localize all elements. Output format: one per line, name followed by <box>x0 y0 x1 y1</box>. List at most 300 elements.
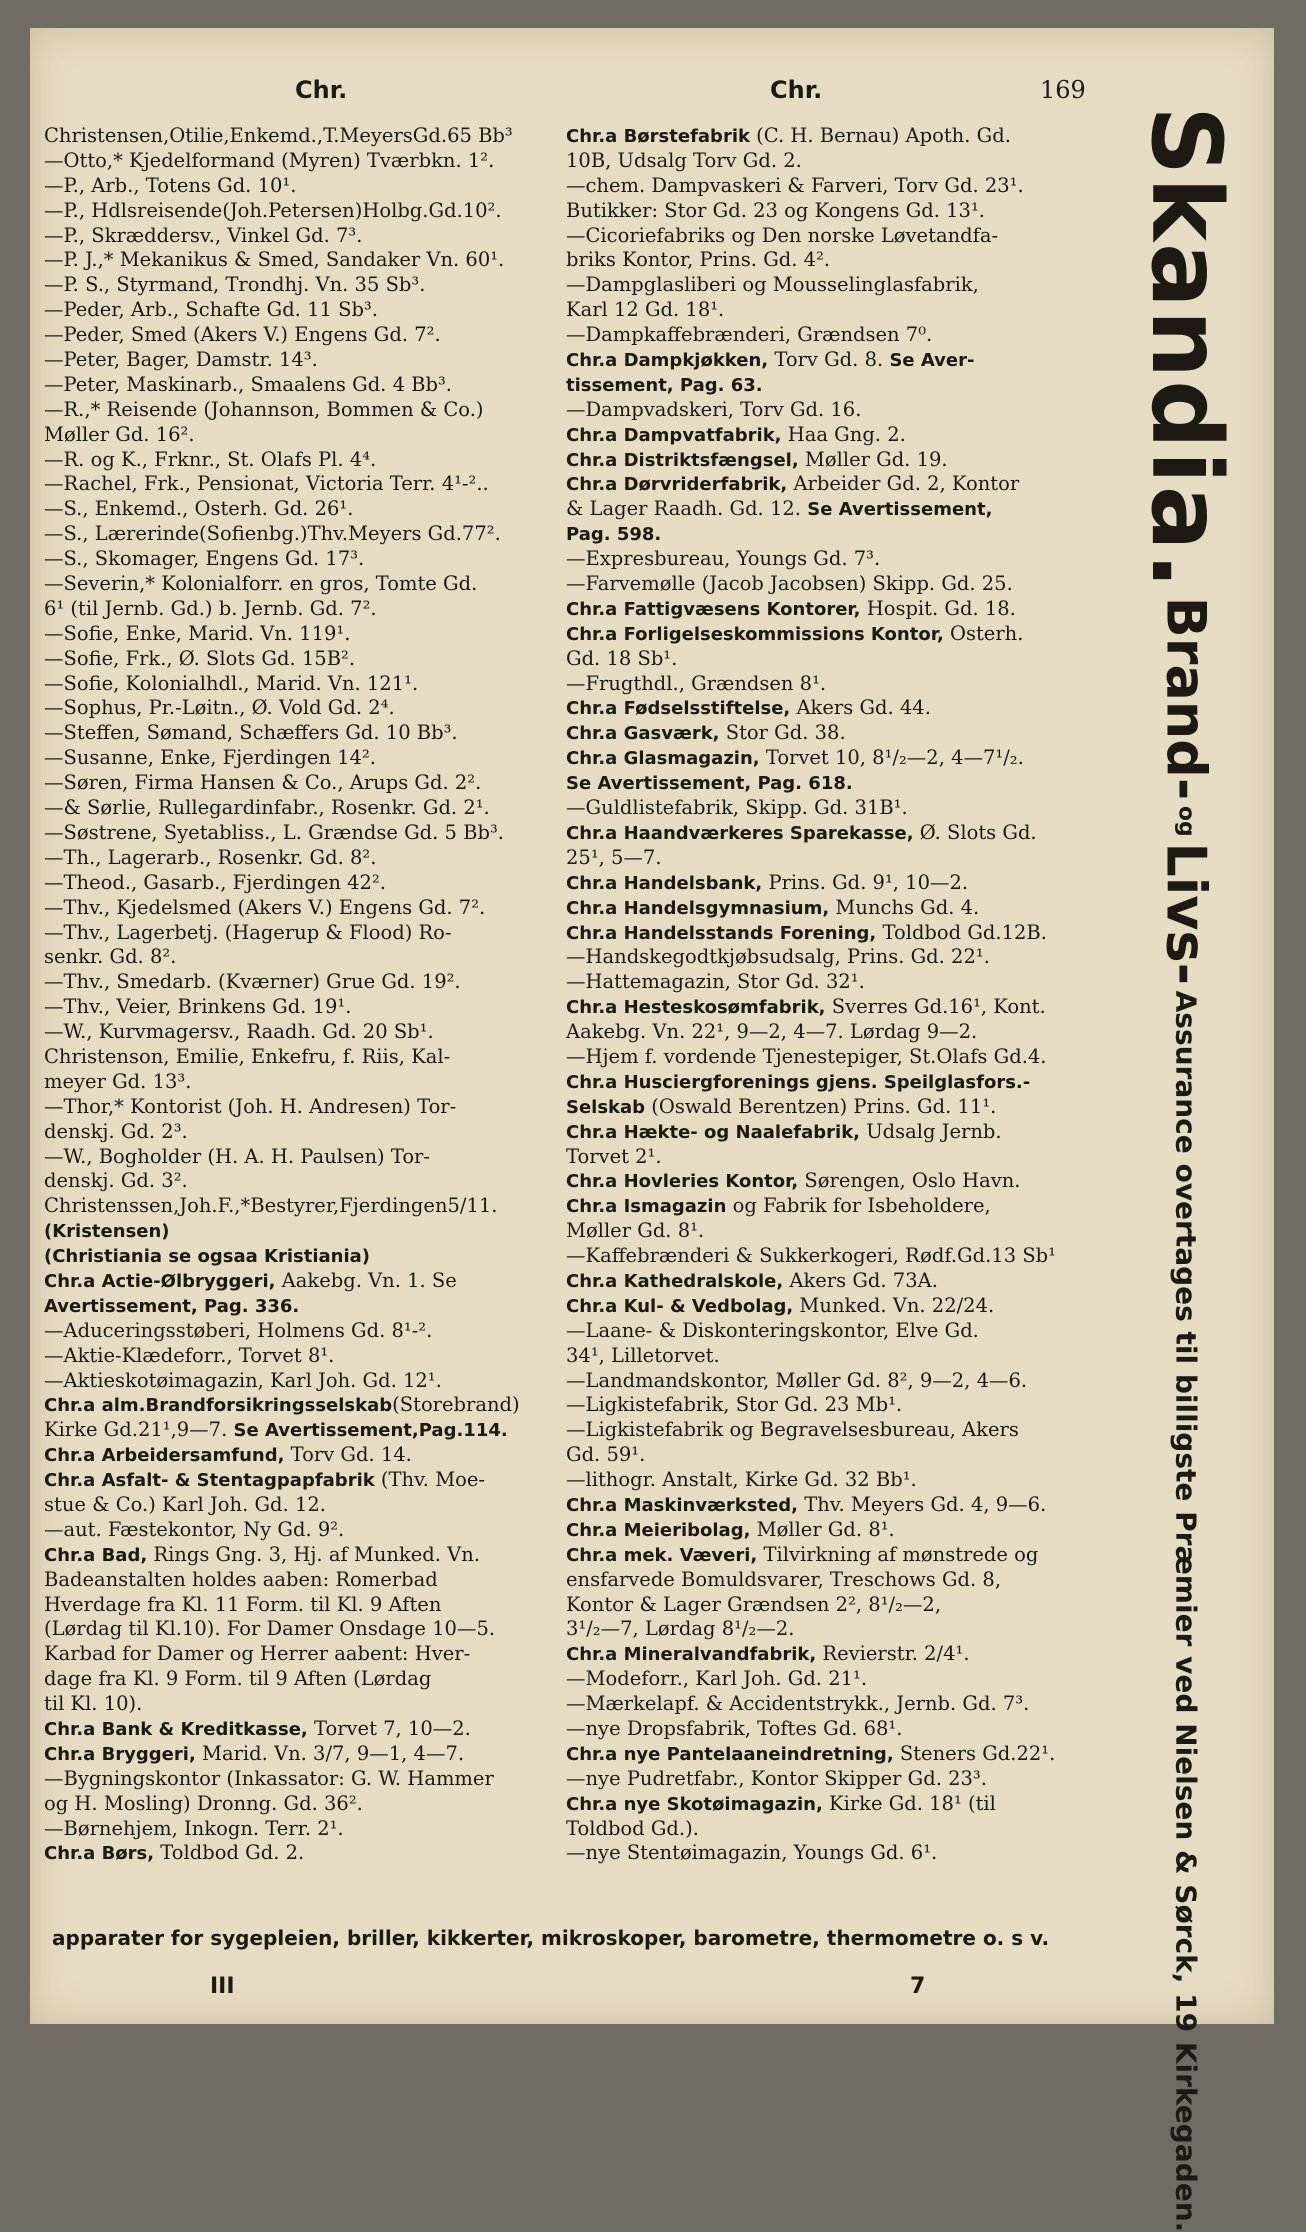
directory-entry-line <box>566 1369 1106 1394</box>
entry-text: —Ligkistefabrik og Begravelsesbureau, Akers <box>566 1418 1019 1442</box>
directory-entry-line <box>566 1344 1106 1369</box>
directory-entry-line <box>566 995 1106 1020</box>
entry-text: Torvet 2¹. <box>566 1144 662 1168</box>
directory-entry-line <box>566 1393 1106 1418</box>
entry-text: —Sofie, Enke, Marid. Vn. 119¹. <box>44 621 351 645</box>
entry-bold-text: Chr.a Meieribolag, <box>566 1519 751 1541</box>
directory-entry-line <box>44 398 589 423</box>
entry-bold-text: Chr.a Husciergforenings gjens. Speilglasfors.- <box>566 1071 1031 1093</box>
footer-advertisement: apparater for sygepleien, briller, kikkerter, mikroskoper, barometre, thermometre o. s v. <box>52 1926 1050 1950</box>
entry-text: Revierstr. 2/4¹. <box>816 1642 970 1666</box>
entry-text: —R.,* Reisende (Johannson, Bommen & Co.) <box>44 397 484 421</box>
directory-entry-line <box>566 199 1106 224</box>
entry-bold-text: Chr.a Kul- & Vedbolag, <box>566 1295 794 1317</box>
entry-text: Møller Gd. 19. <box>798 447 948 471</box>
directory-entry-line <box>566 1443 1106 1468</box>
directory-entry-line <box>44 1792 589 1817</box>
entry-text: —Steffen, Sømand, Schæffers Gd. 10 Bb³. <box>44 721 458 745</box>
entry-text: Prins. Gd. 9¹, 10—2. <box>762 870 969 894</box>
entry-text: Udsalg Jernb. <box>860 1119 1002 1143</box>
entry-text: Rings Gng. 3, Hj. af Munked. Vn. <box>147 1542 481 1566</box>
entry-bold-text: Avertissement, Pag. 336. <box>44 1295 300 1317</box>
entry-text: Sørengen, Oslo Havn. <box>798 1169 1021 1193</box>
directory-entry-line <box>566 846 1106 871</box>
directory-entry-line <box>566 1095 1106 1120</box>
directory-entry-line <box>566 1120 1106 1145</box>
directory-entry-line <box>44 1717 589 1742</box>
entry-text: & Lager Raadh. Gd. 12. <box>566 497 801 521</box>
directory-entry-line <box>44 1319 589 1344</box>
sidebar-livs: Livs- <box>1154 842 1218 986</box>
entry-text: —P. S., Styrmand, Trondhj. Vn. 35 Sb³. <box>44 273 426 297</box>
directory-entry-line <box>44 696 589 721</box>
entry-bold-text: Chr.a nye Skotøimagazin, <box>566 1793 823 1815</box>
entry-text: Torvet 10, 8¹/₂—2, 4—7¹/₂. <box>759 746 1024 770</box>
directory-entry-line <box>44 423 589 448</box>
directory-entry-line <box>44 1518 589 1543</box>
directory-entry-line <box>44 448 589 473</box>
entry-text: Arbeider Gd. 2, Kontor <box>787 472 1020 496</box>
entry-text: —Severin,* Kolonialforr. en gros, Tomte Gd. <box>44 572 478 596</box>
entry-bold-text: Chr.a Hækte- og Naalefabrik, <box>566 1121 861 1143</box>
entry-text: Badeanstalten holdes aaben: Romerbad <box>44 1567 438 1591</box>
directory-entry-line <box>566 124 1106 149</box>
directory-entry-line <box>44 871 589 896</box>
directory-entry-line <box>44 1543 589 1568</box>
entry-bold-text: Chr.a Dampvatfabrik, <box>566 424 782 446</box>
entry-text: briks Kontor, Prins. Gd. 4². <box>566 248 831 272</box>
directory-entry-line <box>566 1294 1106 1319</box>
directory-entry-line <box>44 647 589 672</box>
entry-text: Gd. 18 Sb¹. <box>566 646 678 670</box>
entry-bold-text: Chr.a Kathedralskole, <box>566 1270 784 1292</box>
entry-text: —Søstrene, Syetabliss., L. Grændse Gd. 5 Bb³. <box>44 820 504 844</box>
header-left: Chr. <box>295 76 348 104</box>
directory-entry-line <box>44 1817 589 1842</box>
entry-text: til Kl. 10). <box>44 1692 143 1716</box>
directory-entry-line <box>566 1418 1106 1443</box>
page-number: 169 <box>1040 76 1086 104</box>
directory-entry-line <box>566 298 1106 323</box>
directory-entry-line <box>566 1145 1106 1170</box>
entry-bold-text: Chr.a Handelsbank, <box>566 872 763 894</box>
entry-text: (Lørdag til Kl.10). For Damer Onsdage 10—5. <box>44 1617 496 1641</box>
directory-entry-line <box>44 846 589 871</box>
signature-mark-right: 7 <box>910 1974 926 1999</box>
directory-entry-line <box>566 1617 1106 1642</box>
directory-entry-line <box>566 796 1106 821</box>
directory-entry-line <box>566 1070 1106 1095</box>
entry-text: (Thv. Moe- <box>374 1468 486 1492</box>
entry-text: (C. H. Bernau) Apoth. Gd. <box>749 124 1011 147</box>
directory-entry-line <box>44 1393 589 1418</box>
entry-text: —Susanne, Enke, Fjerdingen 14². <box>44 746 376 770</box>
entry-text: Hospit. Gd. 18. <box>860 596 1016 620</box>
entry-bold-text: Chr.a Actie-Ølbryggeri, <box>44 1270 276 1292</box>
entry-text: —Dampvadskeri, Torv Gd. 16. <box>566 397 862 421</box>
entry-text: Marid. Vn. 3/7, 9—1, 4—7. <box>195 1741 465 1765</box>
directory-entry-line <box>44 248 589 273</box>
directory-entry-line <box>566 1692 1106 1717</box>
entry-text: Kirke Gd.21¹,9—7. <box>44 1418 228 1442</box>
directory-entry-line <box>566 1568 1106 1593</box>
directory-entry-line <box>44 896 589 921</box>
entry-text: denskj. Gd. 3². <box>44 1169 188 1193</box>
entry-text: —Sofie, Frk., Ø. Slots Gd. 15B². <box>44 646 356 670</box>
entry-text: —Aduceringsstøberi, Holmens Gd. 8¹-². <box>44 1318 433 1342</box>
entry-text: Christensen,Otilie,Enkemd.,T.MeyersGd.65 Bb³ <box>44 124 513 147</box>
directory-entry-line <box>566 1792 1106 1817</box>
entry-text: —Mærkelapf. & Accidentstrykk., Jernb. Gd. 7³. <box>566 1692 1030 1716</box>
entry-text: Karl 12 Gd. 18¹. <box>566 298 725 322</box>
entry-bold-text: Chr.a mek. Væveri, <box>566 1544 758 1566</box>
entry-text: Akers Gd. 73A. <box>783 1268 938 1292</box>
entry-bold-text: Chr.a Glasmagazin, <box>566 748 760 770</box>
directory-entry-line <box>44 1443 589 1468</box>
directory-entry-line <box>44 821 589 846</box>
directory-entry-line <box>44 995 589 1020</box>
directory-entry-line <box>44 348 589 373</box>
entry-bold-text: Chr.a Mineralvandfabrik, <box>566 1644 817 1666</box>
entry-text: —Søren, Firma Hansen & Co., Arups Gd. 2². <box>44 771 482 795</box>
entry-text: —P., Skræddersv., Vinkel Gd. 7³. <box>44 223 363 247</box>
directory-entry-line <box>566 448 1106 473</box>
entry-text: —Peter, Maskinarb., Smaalens Gd. 4 Bb³. <box>44 372 453 396</box>
entry-text: —S., Enkemd., Osterh. Gd. 26¹. <box>44 497 354 521</box>
directory-entry-line <box>44 273 589 298</box>
entry-text: —Thv., Veier, Brinkens Gd. 19¹. <box>44 995 352 1019</box>
entry-bold-text: Chr.a Handelsstands Forening, <box>566 922 877 944</box>
directory-entry-line <box>566 273 1106 298</box>
entry-text: —Farvemølle (Jacob Jacobsen) Skipp. Gd. 25. <box>566 572 1013 596</box>
entry-text: —Aktie-Klædeforr., Torvet 8¹. <box>44 1343 335 1367</box>
entry-text: dage fra Kl. 9 Form. til 9 Aften (Lørdag <box>44 1667 432 1691</box>
directory-entry-line <box>44 1219 589 1244</box>
directory-entry-line <box>44 921 589 946</box>
directory-entry-line <box>44 1269 589 1294</box>
directory-entry-line <box>566 1244 1106 1269</box>
entry-text: —Thv., Kjedelsmed (Akers V.) Engens Gd. 7². <box>44 895 486 919</box>
entry-text: Akers Gd. 44. <box>790 696 931 720</box>
entry-text: —aut. Fæstekontor, Ny Gd. 9². <box>44 1517 345 1541</box>
directory-entry-line <box>566 1817 1106 1842</box>
entry-text: 10B, Udsalg Torv Gd. 2. <box>566 148 802 172</box>
sidebar-title: Skandia. <box>1130 106 1242 591</box>
directory-entry-line <box>44 497 589 522</box>
header-center: Chr. <box>770 76 823 104</box>
directory-entry-line <box>566 149 1106 174</box>
directory-entry-line <box>44 970 589 995</box>
entry-text: —Modeforr., Karl Joh. Gd. 21¹. <box>566 1667 868 1691</box>
directory-entry-line <box>566 1219 1106 1244</box>
directory-entry-line <box>44 1070 589 1095</box>
entry-text: 3¹/₂—7, Lørdag 8¹/₂—2. <box>566 1617 795 1641</box>
directory-entry-line <box>566 248 1106 273</box>
directory-entry-line <box>566 597 1106 622</box>
entry-text: —& Sørlie, Rullegardinfabr., Rosenkr. Gd. 2¹. <box>44 796 490 820</box>
directory-entry-line <box>44 721 589 746</box>
entry-text: Osterh. <box>943 621 1024 645</box>
directory-entry-line <box>566 1518 1106 1543</box>
entry-text: Sverres Gd.16¹, Kont. <box>825 995 1046 1019</box>
directory-entry-line <box>44 1617 589 1642</box>
entry-bold-text: Selskab <box>566 1096 646 1118</box>
directory-entry-line <box>44 1418 589 1443</box>
entry-text: Torv Gd. 14. <box>284 1443 412 1467</box>
entry-text: 25¹, 5—7. <box>566 845 662 869</box>
entry-bold-text: Se Avertissement, Pag. 618. <box>566 773 853 795</box>
entry-text: Tilvirkning af mønstrede og <box>757 1542 1039 1566</box>
directory-entry-line <box>566 1767 1106 1792</box>
entry-text: —Frugthdl., Grændsen 8¹. <box>566 671 827 695</box>
directory-entry-line <box>44 1692 589 1717</box>
entry-bold-text: Se Avertissement, <box>800 499 993 521</box>
entry-text: —Børnehjem, Inkogn. Terr. 2¹. <box>44 1816 344 1840</box>
directory-entry-line <box>566 821 1106 846</box>
directory-entry-line <box>44 199 589 224</box>
entry-text: denskj. Gd. 2³. <box>44 1119 188 1143</box>
entry-text: Hverdage fra Kl. 11 Form. til Kl. 9 Aften <box>44 1592 442 1616</box>
entry-text: Toldbod Gd.). <box>566 1816 699 1840</box>
entry-text: —nye Stentøimagazin, Youngs Gd. 6¹. <box>566 1841 938 1865</box>
entry-text: ensfarvede Bomuldsvarer, Treschows Gd. 8, <box>566 1567 1002 1591</box>
directory-entry-line <box>44 672 589 697</box>
entry-text: —nye Pudretfabr., Kontor Skipper Gd. 23³. <box>566 1766 987 1790</box>
entry-text: —Thv., Smedarb. (Kværner) Grue Gd. 19². <box>44 970 461 994</box>
entry-text: —W., Bogholder (H. A. H. Paulsen) Tor- <box>44 1144 430 1168</box>
entry-text: Toldbod Gd. 2. <box>154 1841 305 1865</box>
directory-entry-line <box>566 1667 1106 1692</box>
directory-entry-line <box>566 348 1106 373</box>
directory-entry-line <box>44 1169 589 1194</box>
signature-mark-left: III <box>210 1974 235 1999</box>
directory-entry-line <box>566 323 1106 348</box>
entry-bold-text: Se Avertissement,Pag.114. <box>227 1420 508 1442</box>
entry-text: Munchs Gd. 4. <box>829 895 980 919</box>
directory-entry-line <box>44 597 589 622</box>
entry-text: —Bygningskontor (Inkassator: G. W. Hammer <box>44 1766 494 1790</box>
directory-entry-line <box>44 796 589 821</box>
entry-text: —Sophus, Pr.-Løitn., Ø. Vold Gd. 2⁴. <box>44 696 395 720</box>
entry-text: (Storebrand) <box>392 1393 520 1417</box>
directory-entry-line <box>44 1294 589 1319</box>
directory-entry-line <box>44 547 589 572</box>
directory-entry-line <box>44 1145 589 1170</box>
directory-entry-line <box>566 1493 1106 1518</box>
directory-entry-line <box>44 1767 589 1792</box>
entry-text: Kontor & Lager Grændsen 2², 8¹/₂—2, <box>566 1592 942 1616</box>
entry-text: 34¹, Lilletorvet. <box>566 1343 720 1367</box>
entry-text: —Thor,* Kontorist (Joh. H. Andresen) Tor- <box>44 1094 457 1118</box>
directory-entry-line <box>566 423 1106 448</box>
directory-entry-line <box>44 945 589 970</box>
entry-text: meyer Gd. 13³. <box>44 1069 192 1093</box>
directory-entry-line <box>566 373 1106 398</box>
directory-entry-line <box>44 1468 589 1493</box>
directory-entry-line <box>44 522 589 547</box>
directory-entry-line <box>44 1593 589 1618</box>
entry-text: —Sofie, Kolonialhdl., Marid. Vn. 121¹. <box>44 671 419 695</box>
entry-text: —P., Arb., Totens Gd. 10¹. <box>44 173 297 197</box>
entry-text: Møller Gd. 8¹. <box>750 1517 895 1541</box>
entry-text: —Thv., Lagerbetj. (Hagerup & Flood) Ro- <box>44 920 452 944</box>
entry-text: —Peter, Bager, Damstr. 14³. <box>44 348 318 372</box>
directory-entry-line <box>44 298 589 323</box>
directory-entry-line <box>566 1841 1106 1866</box>
entry-bold-text: (Kristensen) <box>44 1221 170 1243</box>
entry-text: Møller Gd. 16². <box>44 422 195 446</box>
entry-text: senkr. Gd. 8². <box>44 945 177 969</box>
entry-text: —Kaffebrænderi & Sukkerkogeri, Rødf.Gd.13 Sb¹ <box>566 1244 1056 1268</box>
page-header <box>30 76 1274 112</box>
directory-entry-line <box>44 572 589 597</box>
entry-bold-text: Chr.a Haandværkeres Sparekasse, <box>566 822 914 844</box>
directory-entry-line <box>566 472 1106 497</box>
entry-bold-text: Chr.a Bad, <box>44 1544 148 1566</box>
directory-entry-line <box>566 1717 1106 1742</box>
entry-text: 6¹ (til Jernb. Gd.) b. Jernb. Gd. 7². <box>44 596 377 620</box>
directory-entry-line <box>44 1742 589 1767</box>
directory-entry-line <box>566 174 1106 199</box>
entry-text: —S., Lærerinde(Sofienbg.)Thv.Meyers Gd.77². <box>44 522 501 546</box>
entry-text: Aakebg. Vn. 22¹, 9—2, 4—7. Lørdag 9—2. <box>566 1020 978 1044</box>
entry-bold-text: (Christiania se ogsaa Kristiania) <box>44 1246 371 1268</box>
directory-entry-line <box>44 1045 589 1070</box>
directory-entry-line <box>44 1667 589 1692</box>
entry-bold-text: Chr.a Maskinværksted, <box>566 1494 799 1516</box>
entry-text: og Fabrik for Isbeholdere, <box>726 1194 991 1218</box>
entry-bold-text: Chr.a Gasværk, <box>566 723 720 745</box>
entry-text: Møller Gd. 8¹. <box>566 1219 705 1243</box>
directory-entry-line <box>566 522 1106 547</box>
entry-text: Steners Gd.22¹. <box>893 1741 1056 1765</box>
entry-bold-text: Chr.a Børstefabrik <box>566 126 750 147</box>
directory-entry-line <box>44 1841 589 1866</box>
entry-text: —Dampglasliberi og Mousselinglasfabrik, <box>566 273 979 297</box>
directory-entry-line <box>44 323 589 348</box>
directory-entry-line <box>566 1742 1106 1767</box>
directory-entry-line <box>44 174 589 199</box>
directory-entry-line <box>566 746 1106 771</box>
right-column <box>566 124 1106 1866</box>
entry-text: Christenssen,Joh.F.,*Bestyrer,Fjerdingen5/11. <box>44 1194 498 1218</box>
directory-entry-line <box>44 771 589 796</box>
directory-entry-line <box>44 1493 589 1518</box>
entry-bold-text: Chr.a Hesteskosømfabrik, <box>566 997 826 1019</box>
entry-text: —W., Kurvmagersv., Raadh. Gd. 20 Sb¹. <box>44 1020 434 1044</box>
directory-entry-line <box>44 224 589 249</box>
directory-entry-line <box>566 1020 1106 1045</box>
directory-entry-line <box>566 398 1106 423</box>
entry-text: Stor Gd. 38. <box>719 721 846 745</box>
entry-text: og H. Mosling) Dronng. Gd. 36². <box>44 1791 363 1815</box>
entry-text: —Otto,* Kjedelformand (Myren) Tværbkn. 1². <box>44 148 495 172</box>
directory-entry-line <box>566 497 1106 522</box>
directory-entry-line <box>566 896 1106 921</box>
directory-entry-line <box>44 149 589 174</box>
directory-entry-line <box>44 1568 589 1593</box>
directory-entry-line <box>44 746 589 771</box>
entry-text: —Cicoriefabriks og Den norske Løvetandfa- <box>566 223 999 247</box>
directory-entry-line <box>44 1369 589 1394</box>
entry-text: —R. og K., Frknr., St. Olafs Pl. 4⁴. <box>44 447 377 471</box>
entry-text: Kirke Gd. 18¹ (til <box>822 1791 996 1815</box>
entry-text: —Landmandskontor, Møller Gd. 8², 9—2, 4—6. <box>566 1368 1028 1392</box>
directory-entry-line <box>566 721 1106 746</box>
entry-text: —Theod., Gasarb., Fjerdingen 42². <box>44 870 386 894</box>
directory-entry-line <box>44 1642 589 1667</box>
directory-entry-line <box>566 1194 1106 1219</box>
entry-bold-text: Chr.a Distriktsfængsel, <box>566 449 799 471</box>
directory-entry-line <box>44 1344 589 1369</box>
entry-text: Ø. Slots Gd. <box>913 820 1037 844</box>
entry-text: —Guldlistefabrik, Skipp. Gd. 31B¹. <box>566 796 908 820</box>
entry-bold-text: Chr.a Forligelseskommissions Kontor, <box>566 623 944 645</box>
directory-entry-line <box>44 472 589 497</box>
entry-bold-text: Chr.a Ismagazin <box>566 1196 727 1218</box>
directory-entry-line <box>566 1468 1106 1493</box>
entry-bold-text: Chr.a Bank & Kreditkasse, <box>44 1719 308 1740</box>
entry-text: —Peder, Smed (Akers V.) Engens Gd. 7². <box>44 323 441 347</box>
entry-text: —chem. Dampvaskeri & Farveri, Torv Gd. 23¹. <box>566 173 1024 197</box>
directory-entry-line <box>566 1169 1106 1194</box>
entry-bold-text: Chr.a Dørvriderfabrik, <box>566 474 788 496</box>
entry-text: —lithogr. Anstalt, Kirke Gd. 32 Bb¹. <box>566 1468 917 1492</box>
entry-text: —Th., Lagerarb., Rosenkr. Gd. 8². <box>44 845 377 869</box>
directory-entry-line <box>566 672 1106 697</box>
entry-text: —Ligkistefabrik, Stor Gd. 23 Mb¹. <box>566 1393 903 1417</box>
entry-bold-text: Chr.a Børs, <box>44 1843 155 1865</box>
entry-text: Gd. 59¹. <box>566 1443 646 1467</box>
entry-text: (Oswald Berentzen) Prins. Gd. 11¹. <box>645 1094 997 1118</box>
sidebar-advertisement <box>1122 98 1272 2232</box>
entry-bold-text: Chr.a Dampkjøkken, <box>566 350 769 372</box>
entry-bold-text: Chr.a alm.Brandforsikringsselskab <box>44 1395 393 1417</box>
entry-text: Aakebg. Vn. 1. Se <box>275 1268 457 1292</box>
entry-text: —P. J.,* Mekanikus & Smed, Sandaker Vn. 60¹. <box>44 248 505 272</box>
directory-entry-line <box>566 622 1106 647</box>
entry-text: Thv. Meyers Gd. 4, 9—6. <box>798 1492 1047 1516</box>
entry-bold-text: Chr.a Fødselsstiftelse, <box>566 698 791 720</box>
directory-entry-line <box>566 1269 1106 1294</box>
entry-text: —nye Dropsfabrik, Toftes Gd. 68¹. <box>566 1717 903 1740</box>
directory-entry-line <box>566 647 1106 672</box>
entry-text: —S., Skomager, Engens Gd. 17³. <box>44 547 365 571</box>
directory-entry-line <box>566 572 1106 597</box>
entry-text: —Laane- & Diskonteringskontor, Elve Gd. <box>566 1318 979 1342</box>
entry-bold-text: Chr.a Handelsgymnasium, <box>566 897 830 919</box>
entry-text: Munked. Vn. 22/24. <box>793 1293 995 1317</box>
entry-text: —Hattemagazin, Stor Gd. 32¹. <box>566 970 865 994</box>
directory-entry-line <box>566 921 1106 946</box>
entry-text: Toldbod Gd.12B. <box>876 920 1047 944</box>
entry-bold-text: Chr.a Bryggeri, <box>44 1743 196 1765</box>
entry-bold-text: Se Aver- <box>883 350 975 372</box>
entry-text: Haa Gng. 2. <box>781 422 906 446</box>
entry-bold-text: tissement, Pag. 63. <box>566 374 763 396</box>
directory-entry-line <box>566 945 1106 970</box>
directory-page <box>30 28 1274 2232</box>
directory-entry-line <box>566 224 1106 249</box>
entry-bold-text: Chr.a nye Pantelaaneindretning, <box>566 1743 894 1765</box>
entry-text: Karbad for Damer og Herrer aabent: Hver- <box>44 1642 471 1666</box>
left-column <box>44 124 589 1866</box>
entry-text: —Dampkaffebrænderi, Grændsen 7⁰. <box>566 323 933 347</box>
directory-entry-line <box>44 1244 589 1269</box>
directory-entry-line <box>44 1095 589 1120</box>
directory-entry-line <box>566 1045 1106 1070</box>
entry-text: Torvet 7, 10—2. <box>307 1717 471 1740</box>
